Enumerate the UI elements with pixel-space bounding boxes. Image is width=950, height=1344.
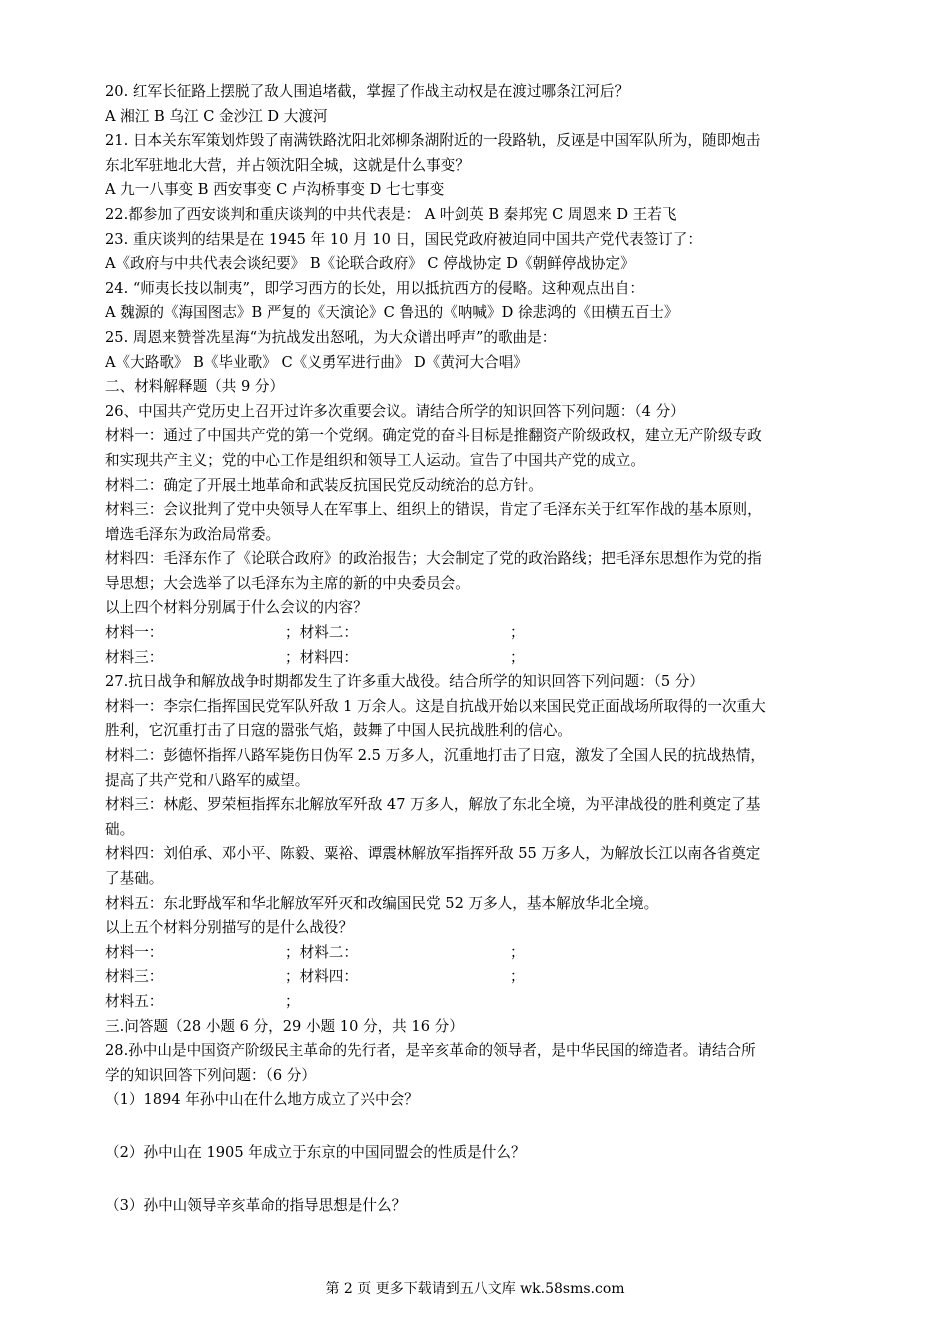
q27-blank-label: ；材料二： bbox=[285, 943, 358, 961]
q28-subquestion-2: （2）孙中山在 1905 年成立于东京的中国同盟会的性质是什么？ bbox=[105, 1143, 526, 1161]
q21-options: A 九一八事变 B 西安事变 C 卢沟桥事变 D 七七事变 bbox=[105, 181, 445, 199]
q27-ask: 以上五个材料分别描写的是什么战役？ bbox=[105, 919, 354, 937]
q27-blank-label: ； bbox=[510, 943, 525, 961]
q26-blank-label: 材料三： bbox=[105, 648, 164, 666]
q26-material4-line2: 导思想；大会选举了以毛泽东为主席的新的中央委员会。 bbox=[105, 574, 470, 592]
q26-material2: 材料二：确定了开展土地革命和武装反抗国民党反动统治的总方针。 bbox=[105, 476, 543, 494]
q27-material4-line2: 了基础。 bbox=[105, 870, 164, 887]
q27-stem: 27.抗日战争和解放战争时期都发生了许多重大战役。结合所学的知识回答下列问题：（5 分） bbox=[105, 673, 704, 691]
q24-question: 24. “师夷长技以制夷”，即学习西方的长处，用以抵抗西方的侵略。这种观点出自： bbox=[105, 279, 644, 297]
q28-subquestion-3: （3）孙中山领导辛亥革命的指导思想是什么？ bbox=[105, 1196, 407, 1214]
q27-answer-row1 bbox=[105, 941, 865, 966]
q27-blank-label: ； bbox=[510, 968, 525, 986]
q26-material1-line1: 材料一：通过了中国共产党的第一个党纲。确定党的奋斗目标是推翻资产阶级政权，建立无产阶级专政 bbox=[105, 427, 762, 445]
q27-material2-line2: 提高了共产党和八路军的威望。 bbox=[105, 771, 310, 789]
q27-answer-row2 bbox=[105, 965, 865, 990]
q23-question: 23. 重庆谈判的结果是在 1945 年 10 月 10 日，国民党政府被迫同中国共产党代表签订了： bbox=[105, 230, 702, 248]
q26-answer-row1 bbox=[105, 621, 865, 646]
q20-options: A 湘江 B 乌江 C 金沙江 D 大渡河 bbox=[105, 107, 328, 125]
q20-question: 20. 红军长征路上摆脱了敌人围追堵截，掌握了作战主动权是在渡过哪条江河后？ bbox=[105, 83, 630, 100]
section3-title: 三.问答题（28 小题 6 分，29 小题 10 分，共 16 分） bbox=[105, 1017, 464, 1035]
q27-material5: 材料五：东北野战军和华北解放军歼灭和改编国民党 52 万多人，基本解放华北全境。 bbox=[105, 894, 659, 912]
q27-material1-line1: 材料一：李宗仁指挥国民党军队歼敌 1 万余人。这是自抗战开始以来国民党正面战场所取得的一次重大 bbox=[105, 697, 766, 715]
q26-material3-line1: 材料三：会议批判了党中央领导人在军事上、组织上的错误，肯定了毛泽东关于红军作战的基本原则， bbox=[105, 501, 762, 519]
q24-options: A 魏源的《海国图志》B 严复的《天演论》C 鲁迅的《呐喊》D 徐悲鸿的《田横五百士》 bbox=[105, 304, 679, 322]
q27-blank-label: 材料三： bbox=[105, 968, 164, 986]
q26-blank-label: ；材料四： bbox=[285, 648, 358, 666]
page-footer: 第 2 页 更多下载请到五八文库 wk.58sms.com bbox=[325, 1281, 625, 1297]
q26-stem: 26、中国共产党历史上召开过许多次重要会议。请结合所学的知识回答下列问题：（4 分） bbox=[105, 402, 685, 420]
q26-blank-label: ； bbox=[510, 624, 525, 642]
q27-answer-row3 bbox=[105, 990, 865, 1015]
q21-question-line1: 21. 日本关东军策划炸毁了南满铁路沈阳北郊柳条湖附近的一段路轨，反诬是中国军队所为，随即炮击 bbox=[105, 132, 761, 150]
q26-material1-line2: 和实现共产主义；党的中心工作是组织和领导工人运动。宣告了中国共产党的成立。 bbox=[105, 451, 645, 469]
q26-blank-label: ； bbox=[510, 648, 525, 666]
answer-space bbox=[105, 1166, 865, 1194]
q26-blank-label: 材料一： bbox=[105, 624, 164, 642]
q22-question: 22.都参加了西安谈判和重庆谈判的中共代表是： A 叶剑英 B 秦邦宪 C 周恩来 D 王若飞 bbox=[105, 205, 677, 223]
q26-blank-label: ；材料二： bbox=[285, 624, 358, 642]
q26-material3-line2: 增选毛泽东为政治局常委。 bbox=[105, 525, 281, 543]
q28-stem-line2: 学的知识回答下列问题：（6 分） bbox=[105, 1066, 316, 1084]
q27-material3-line1: 材料三：林彪、罗荣桓指挥东北解放军歼敌 47 万多人，解放了东北全境，为平津战役的胜利奠定了基 bbox=[105, 796, 761, 814]
q27-blank-label: ； bbox=[285, 992, 300, 1010]
q27-blank-label: ；材料四： bbox=[285, 968, 358, 986]
q25-options: A《大路歌》 B《毕业歌》 C《义勇军进行曲》 D《黄河大合唱》 bbox=[105, 353, 528, 371]
q27-blank-label: 材料一： bbox=[105, 943, 164, 961]
q25-question: 25. 周恩来赞誉冼星海“为抗战发出怒吼，为大众谱出呼声”的歌曲是： bbox=[105, 328, 557, 346]
q27-material3-line2: 础。 bbox=[105, 820, 135, 838]
q21-question-line2: 东北军驻地北大营，并占领沈阳全城，这就是什么事变？ bbox=[105, 156, 470, 174]
q27-blank-label: 材料五： bbox=[105, 992, 164, 1010]
q27-material1-line2: 胜利，它沉重打击了日寇的嚣张气焰，鼓舞了中国人民抗战胜利的信心。 bbox=[105, 722, 573, 740]
q26-material4-line1: 材料四：毛泽东作了《论联合政府》的政治报告；大会制定了党的政治路线；把毛泽东思想作为党的指 bbox=[105, 550, 762, 568]
q28-subquestion-1: （1）1894 年孙中山在什么地方成立了兴中会？ bbox=[105, 1091, 419, 1109]
q27-material2-line1: 材料二：彭德怀指挥八路军毙伤日伪军 2.5 万多人，沉重地打击了日寇，激发了全国人民的抗战热情， bbox=[105, 747, 766, 765]
q26-ask: 以上四个材料分别属于什么会议的内容？ bbox=[105, 599, 368, 617]
q27-material4-line1: 材料四：刘伯承、邓小平、陈毅、粟裕、谭震林解放军指挥歼敌 55 万多人，为解放长江以南各省奠定 bbox=[105, 845, 761, 863]
q28-stem-line1: 28.孙中山是中国资产阶级民主革命的先行者，是辛亥革命的领导者，是中华民国的缔造者。请结合所 bbox=[105, 1042, 756, 1060]
q23-options: A《政府与中共代表会谈纪要》 B《论联合政府》 C 停战协定 D《朝鲜停战协定》 bbox=[105, 255, 635, 273]
q26-answer-row2 bbox=[105, 646, 865, 671]
page-content bbox=[105, 80, 865, 1218]
section2-title: 二、材料解释题（共 9 分） bbox=[105, 378, 285, 396]
answer-space bbox=[105, 1113, 865, 1141]
